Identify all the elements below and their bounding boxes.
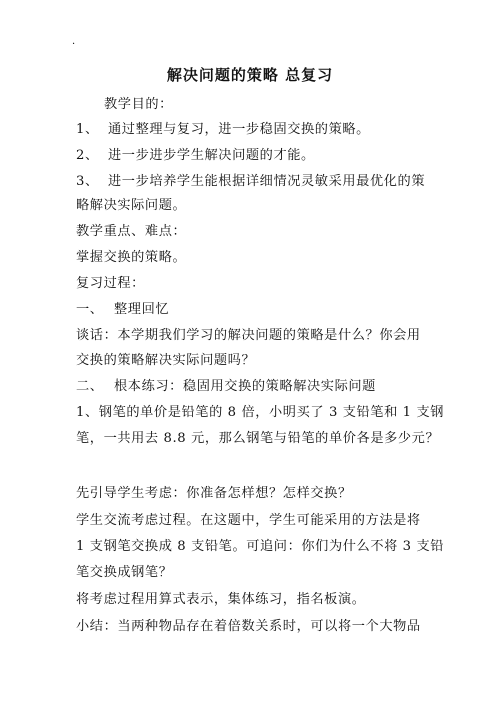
section-title: 整理回忆 <box>114 302 170 317</box>
exchange-line-1: 学生交流考虑过程。在这题中，学生可能采用的方法是将 <box>76 513 421 528</box>
objective-item-1 <box>76 121 370 139</box>
objectives-heading: 教学目的： <box>104 97 173 112</box>
practice-text: 将考虑过程用算式表示，集体练习，指名板演。 <box>76 592 366 607</box>
objective-text: 通过整理与复习，进一步稳固交换的策略。 <box>108 122 370 137</box>
question-1-line-2: 笔，一共用去 8.8 元，那么钢笔与铅笔的单价各是多少元？ <box>76 431 440 446</box>
process-heading: 复习过程： <box>76 276 145 291</box>
section-number: 一、 <box>76 302 104 317</box>
exchange-line-2: 1 支钢笔交换成 8 支铅笔。可追问：你们为什么不将 3 支铅 <box>76 539 445 554</box>
section-number: 二、 <box>76 379 104 394</box>
exchange-line-3: 笔交换成钢笔？ <box>76 565 173 580</box>
objective-number: 2、 <box>76 148 99 163</box>
objective-text: 进一步进步学生解决问题的才能。 <box>108 148 315 163</box>
section-2-heading <box>76 378 376 396</box>
objective-number: 1、 <box>76 122 99 137</box>
objective-3-continuation: 略解决实际问题。 <box>76 198 187 213</box>
talk-line-1: 谈话：本学期我们学习的解决问题的策略是什么？你会用 <box>76 328 421 343</box>
talk-line-2: 交换的策略解决实际问题吗？ <box>76 353 256 368</box>
page-mark: · <box>72 39 76 50</box>
section-title: 根本练习：稳固用交换的策略解决实际问题 <box>114 379 376 394</box>
key-points-text: 掌握交换的策略。 <box>76 250 187 265</box>
document-title: 解决问题的策略 总复习 <box>166 66 334 84</box>
guide-text: 先引导学生考虑：你准备怎样想？怎样交换？ <box>76 486 352 501</box>
section-1-heading <box>76 301 169 319</box>
question-1-line-1: 1、钢笔的单价是铅笔的 8 倍，小明买了 3 支铅笔和 1 支钢 <box>76 405 445 420</box>
summary-text: 小结：当两种物品存在着倍数关系时，可以将一个大物品 <box>76 619 421 634</box>
objective-item-3 <box>76 173 425 191</box>
objective-text: 进一步培养学生能根据详细情况灵敏采用最优化的策 <box>108 174 426 189</box>
objective-number: 3、 <box>76 174 99 189</box>
key-points-heading: 教学重点、难点： <box>76 224 187 239</box>
objective-item-2 <box>76 147 315 165</box>
